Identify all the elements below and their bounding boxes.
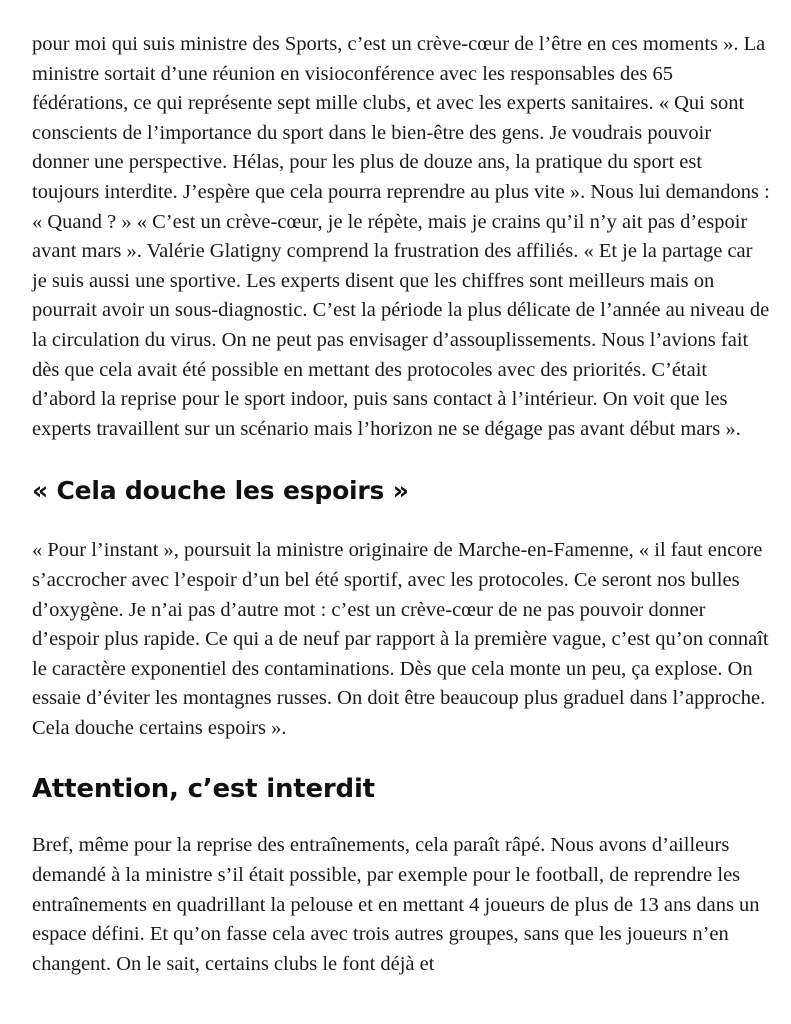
article-paragraph: « Pour l’instant », poursuit la ministre originaire de Marche-en-Famenne, « il faut encore s’accrocher avec l’espoir d’un bel été sportif, avec les protocoles. Ce seront nos bulles d’oxygène. Je n’ai pas d’autre mot : c’est un crève-cœur de ne pas pouvoir donner d’espoir plus rapide. Ce qui a de neuf par rapport à la première vague, c’est qu’on connaît le caractère exponentiel des contaminations. Dès que cela monte un peu, ça explose. On essaie d’éviter les montagnes russes. On doit être beaucoup plus graduel dans l’approche. Cela douche certains espoirs ». [32,539,769,739]
article-paragraph: Bref, même pour la reprise des entraînements, cela paraît râpé. Nous avons d’ailleurs demandé à la ministre s’il était possible, par exemple pour le football, de reprendre les entraînements en quadrillant la pelouse et en mettant 4 joueurs de plus de 13 ans dans un espace défini. Et qu’on fasse cela avec trois autres groupes, sans que les joueurs n’en changent. On le sait, certains clubs le font déjà et [32,834,760,975]
article-body [32,30,772,979]
section-heading: Attention, c’est interdit [32,774,375,805]
article-paragraph: pour moi qui suis ministre des Sports, c’est un crève-cœur de l’être en ces moments ». La ministre sortait d’une réunion en visioconférence avec les responsables des 65 fédérations, ce qui représente sept mille clubs, et avec les experts sanitaires. « Qui sont conscients de l’importance du sport dans le bien-être des gens. Je voudrais pouvoir donner une perspective. Hélas, pour les plus de douze ans, la pratique du sport est toujours interdite. J’espère que cela pourra reprendre au plus vite ». Nous lui demandons : « Quand ? » « C’est un crève-cœur, je le répète, mais je crains qu’il n’y ait pas d’espoir avant mars ». Valérie Glatigny comprend la frustration des affiliés. « Et je la partage car je suis aussi une sportive. Les experts disent que les chiffres sont meilleurs mais on pourrait avoir un sous-diagnostic. C’est la période la plus délicate de l’année au niveau de la circulation du virus. On ne peut pas envisager d’assouplissements. Nous l’avions fait dès que cela avait été possible en mettant des protocoles avec des priorités. C’était d’abord la reprise pour le sport indoor, puis sans contact à l’intérieur. On voit que les experts travaillent sur un scénario mais l’horizon ne se dégage pas avant début mars ». [32,33,770,440]
section-heading: « Cela douche les espoirs » [32,476,409,506]
